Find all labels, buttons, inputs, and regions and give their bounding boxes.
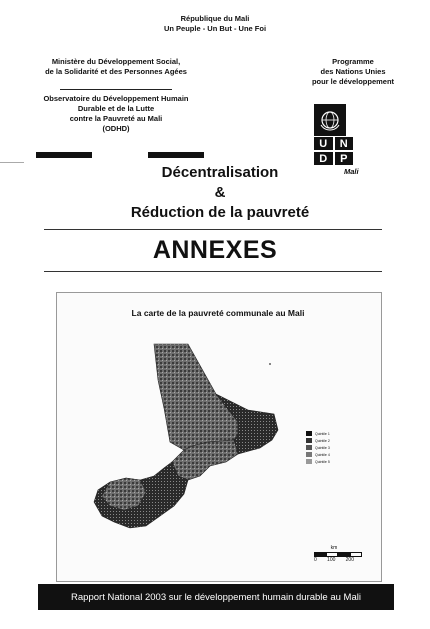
legend-item [306, 430, 330, 437]
national-motto: Un Peuple - Un But - Une Foi [163, 24, 267, 33]
legend-label: Quintile 4 [315, 452, 330, 457]
map-legend [306, 430, 330, 465]
footer-text: Rapport National 2003 sur le développement humain durable au Mali [71, 591, 361, 603]
ministry-line-1: Ministère du Développement Social, [51, 57, 181, 66]
map-title: La carte de la pauvreté communale au Mali [131, 308, 305, 318]
programme-line-2: des Nations Unies [320, 67, 386, 76]
logo-letter-p: P [335, 152, 354, 165]
legend-label: Quintile 2 [315, 438, 330, 443]
logo-letter-u: U [314, 137, 333, 150]
republic-name: République du Mali [180, 14, 250, 23]
observatory-line-1: Observatoire du Développement Humain [43, 94, 189, 103]
legend-label: Quintile 3 [315, 445, 330, 450]
title-line-1: Décentralisation [161, 164, 279, 181]
map-speck [269, 363, 271, 365]
legend-item [306, 437, 330, 444]
republic-header [0, 14, 430, 34]
logo-letter-n: N [335, 137, 354, 150]
programme-line-1: Programme [332, 57, 374, 66]
observatory-block [36, 94, 196, 134]
scale-label: 100 [327, 557, 336, 563]
title-divider-bottom [44, 271, 382, 272]
ministry-block [36, 57, 196, 77]
scale-unit: km [330, 545, 338, 551]
programme-line-3: pour le développement [311, 77, 395, 86]
legend-item [306, 444, 330, 451]
legend-item [306, 458, 330, 465]
logo-letter-d: D [314, 152, 333, 165]
programme-block [298, 57, 408, 87]
title-line-2: Réduction de la pauvreté [130, 204, 310, 221]
ministry-divider [60, 89, 172, 90]
map-scale [314, 545, 362, 563]
scale-label: 200 [345, 557, 354, 563]
report-footer [38, 584, 394, 610]
observatory-line-4: (ODHD) [102, 124, 130, 133]
scale-bar [314, 552, 362, 557]
undp-logo [314, 137, 394, 165]
legend-label: Quintile 5 [315, 459, 330, 464]
map-outline-north [154, 344, 238, 450]
legend-label: Quintile 1 [315, 431, 330, 436]
decorative-bar-right [148, 152, 204, 158]
un-emblem-icon [314, 104, 346, 136]
observatory-line-3: contre la Pauvreté au Mali [69, 114, 163, 123]
scale-label: 0 [314, 557, 317, 563]
title-ampersand: & [214, 184, 226, 201]
observatory-line-2: Durable et de la Lutte [77, 104, 155, 113]
margin-mark [0, 162, 24, 163]
mali-poverty-map [88, 330, 328, 545]
ministry-line-2: de la Solidarité et des Personnes Agées [45, 67, 187, 76]
decorative-bar-left [36, 152, 92, 158]
legend-item [306, 451, 330, 458]
logo-country: Mali [344, 167, 359, 176]
annexes-heading: ANNEXES [152, 236, 278, 264]
title-divider-top [44, 229, 382, 230]
